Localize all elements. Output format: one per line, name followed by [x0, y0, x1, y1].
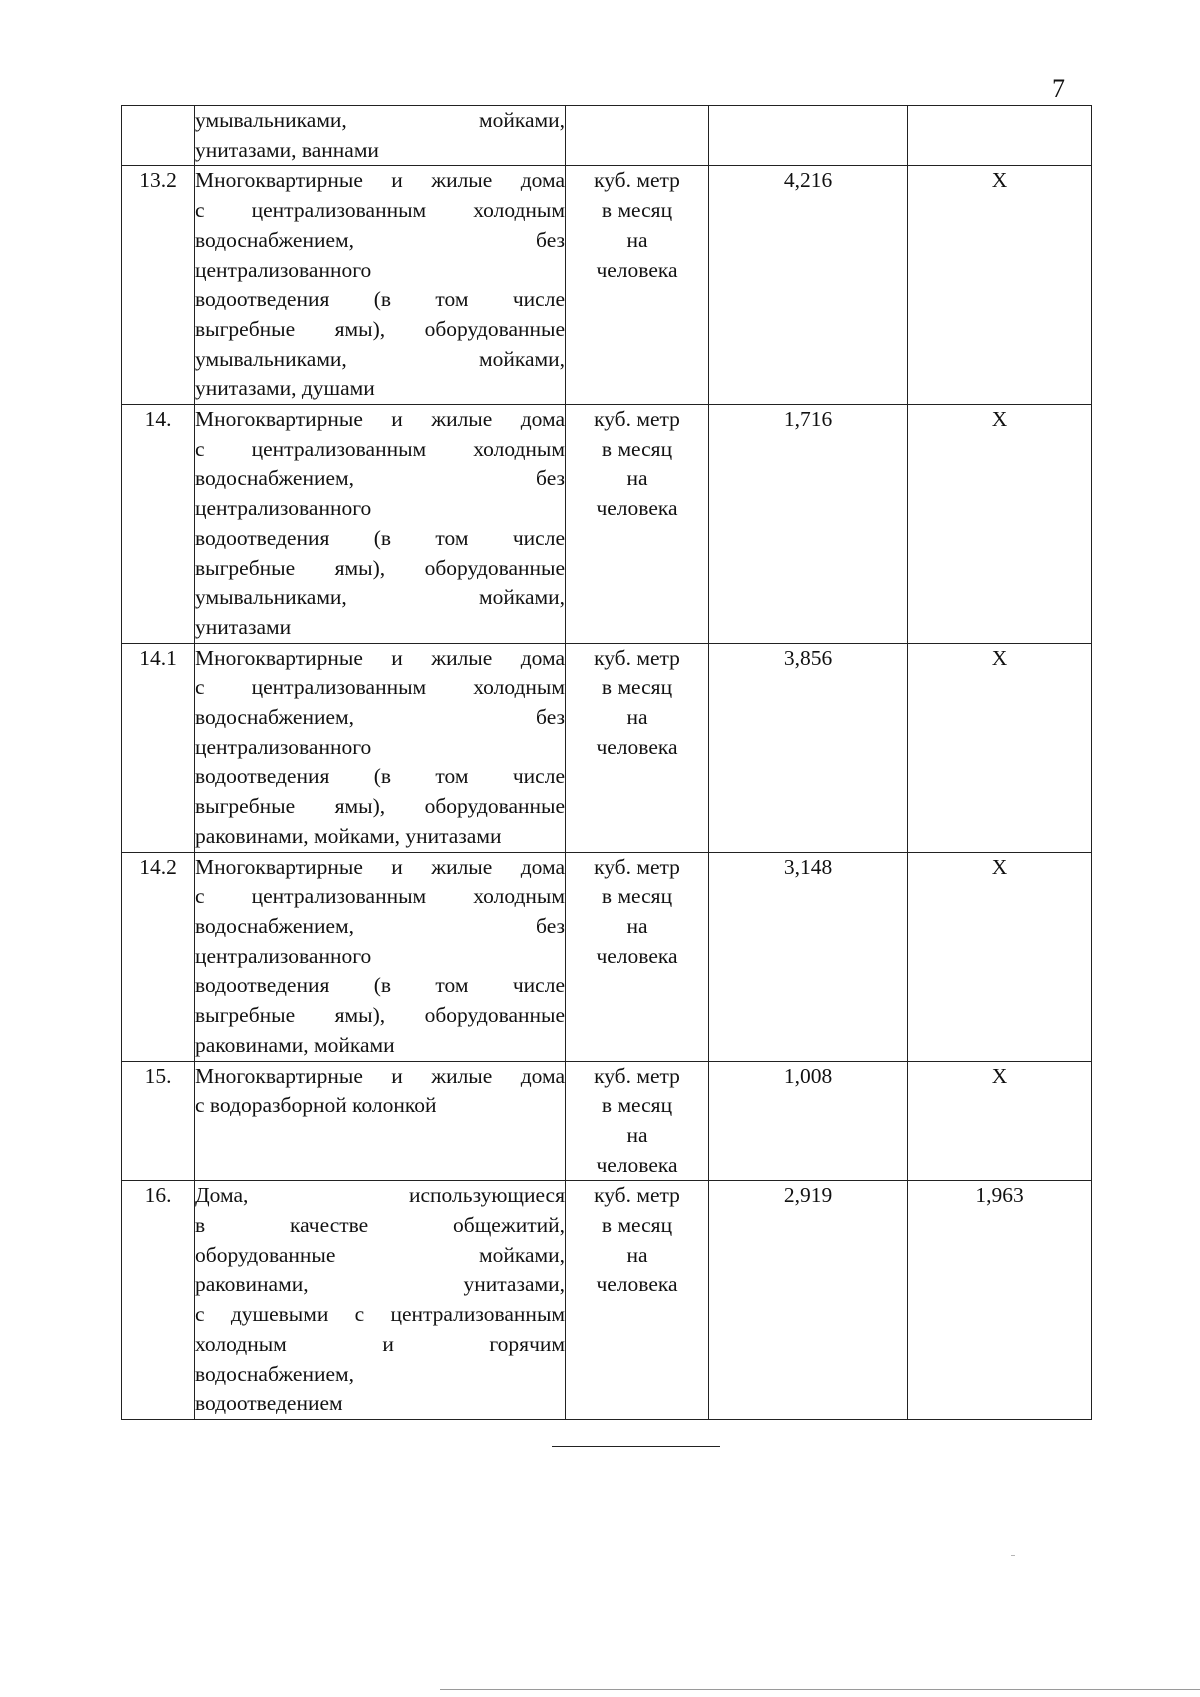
housing-description — [195, 1181, 566, 1420]
description-line: с душевыми с централизованным — [195, 1302, 565, 1327]
description-line: водоснабжением, без — [195, 466, 565, 491]
housing-description — [195, 405, 566, 644]
unit-line: куб. метр — [594, 1183, 680, 1208]
hot-water-norm-value: X — [908, 166, 1092, 405]
unit-line: куб. метр — [594, 854, 680, 879]
end-divider-line — [552, 1446, 720, 1447]
description-line: с централизованным холодным — [195, 436, 565, 461]
description-line: в качестве общежитий, — [195, 1213, 565, 1238]
scan-artifact-dot — [1011, 1555, 1015, 1556]
description-line: водоснабжением, без — [195, 227, 565, 252]
description-line: водоснабжением, — [195, 1361, 355, 1386]
unit-line: человека — [596, 734, 678, 759]
description-line: Дома, использующиеся — [195, 1183, 565, 1208]
unit-line: куб. метр — [594, 407, 680, 432]
description-line: с водоразборной колонкой — [195, 1093, 437, 1118]
unit-line: на — [626, 1122, 648, 1147]
row-number: 14.2 — [122, 852, 195, 1061]
table-row — [122, 852, 1092, 1061]
description-line: раковинами, мойками — [195, 1032, 395, 1057]
description-line: централизованного — [195, 943, 372, 968]
unit-of-measure — [566, 166, 709, 405]
description-line: выгребные ямы), оборудованные — [195, 1003, 565, 1028]
description-line: водоотведения (в том числе — [195, 973, 565, 998]
description-line: централизованного — [195, 496, 372, 521]
unit-line: человека — [596, 1272, 678, 1297]
description-line: централизованного — [195, 257, 372, 282]
unit-line: в месяц — [601, 1093, 673, 1118]
cold-water-norm-value: 4,216 — [709, 166, 908, 405]
hot-water-norm-value: X — [908, 852, 1092, 1061]
description-line: с централизованным холодным — [195, 198, 565, 223]
description-line: умывальниками, мойками, — [195, 346, 565, 371]
row-number: 16. — [122, 1181, 195, 1420]
description-line: с централизованным холодным — [195, 675, 565, 700]
unit-line: в месяц — [601, 884, 673, 909]
description-line: водоотведением — [195, 1391, 343, 1416]
hot-water-norm-value: X — [908, 1061, 1092, 1181]
cold-water-norm-value: 3,148 — [709, 852, 908, 1061]
hot-water-norm-value: X — [908, 643, 1092, 852]
unit-of-measure — [566, 643, 709, 852]
housing-description — [195, 852, 566, 1061]
housing-description — [195, 1061, 566, 1181]
cold-water-norm-value — [709, 106, 908, 166]
description-line: водоснабжением, без — [195, 913, 565, 938]
table-row — [122, 643, 1092, 852]
description-line: Многоквартирные и жилые дома — [195, 1063, 565, 1088]
unit-line: куб. метр — [594, 168, 680, 193]
description-line: водоснабжением, без — [195, 705, 565, 730]
table-row — [122, 166, 1092, 405]
table-body — [122, 106, 1092, 1420]
hot-water-norm-value — [908, 106, 1092, 166]
unit-line: человека — [596, 496, 678, 521]
description-line: Многоквартирные и жилые дома — [195, 407, 565, 432]
description-line: Многоквартирные и жилые дома — [195, 645, 565, 670]
unit-line: в месяц — [601, 436, 673, 461]
description-line: Многоквартирные и жилые дома — [195, 854, 565, 879]
cold-water-norm-value: 2,919 — [709, 1181, 908, 1420]
row-number — [122, 106, 195, 166]
row-number: 13.2 — [122, 166, 195, 405]
description-line: водоотведения (в том числе — [195, 287, 565, 312]
description-line: раковинами, унитазами, — [195, 1272, 565, 1297]
unit-line: на — [626, 1242, 648, 1267]
table-row — [122, 106, 1092, 166]
unit-line: человека — [596, 257, 678, 282]
hot-water-norm-value: X — [908, 405, 1092, 644]
unit-of-measure — [566, 106, 709, 166]
description-line: оборудованные мойками, — [195, 1242, 565, 1267]
unit-of-measure — [566, 852, 709, 1061]
housing-description — [195, 166, 566, 405]
unit-line: на — [626, 227, 648, 252]
cold-water-norm-value: 3,856 — [709, 643, 908, 852]
description-line: с централизованным холодным — [195, 884, 565, 909]
table-row — [122, 405, 1092, 644]
row-number: 14.1 — [122, 643, 195, 852]
description-line: умывальниками, мойками, — [195, 585, 565, 610]
hot-water-norm-value: 1,963 — [908, 1181, 1092, 1420]
description-line: раковинами, мойками, унитазами — [195, 823, 502, 848]
unit-line: в месяц — [601, 198, 673, 223]
consumption-norms-table — [121, 105, 1092, 1420]
row-number: 14. — [122, 405, 195, 644]
description-line: выгребные ямы), оборудованные — [195, 555, 565, 580]
unit-line: куб. метр — [594, 1063, 680, 1088]
unit-line: на — [626, 913, 648, 938]
description-line: холодным и горячим — [195, 1331, 565, 1356]
row-number: 15. — [122, 1061, 195, 1181]
scan-edge-line — [440, 1689, 1200, 1690]
description-line: унитазами — [195, 614, 292, 639]
description-line: выгребные ямы), оборудованные — [195, 794, 565, 819]
description-line: унитазами, душами — [195, 376, 375, 401]
unit-line: человека — [596, 943, 678, 968]
housing-description — [195, 106, 566, 166]
unit-of-measure — [566, 405, 709, 644]
page-number: 7 — [1052, 74, 1065, 103]
description-line: выгребные ямы), оборудованные — [195, 316, 565, 341]
unit-line: куб. метр — [594, 645, 680, 670]
cold-water-norm-value: 1,008 — [709, 1061, 908, 1181]
description-line: унитазами, ваннами — [195, 137, 379, 162]
unit-line: человека — [596, 1152, 678, 1177]
unit-of-measure — [566, 1181, 709, 1420]
description-line: Многоквартирные и жилые дома — [195, 168, 565, 193]
unit-of-measure — [566, 1061, 709, 1181]
unit-line: в месяц — [601, 1213, 673, 1238]
cold-water-norm-value: 1,716 — [709, 405, 908, 644]
table-row — [122, 1061, 1092, 1181]
table-row — [122, 1181, 1092, 1420]
unit-line: на — [626, 466, 648, 491]
description-line: водоотведения (в том числе — [195, 764, 565, 789]
unit-line: в месяц — [601, 675, 673, 700]
description-line: централизованного — [195, 734, 372, 759]
housing-description — [195, 643, 566, 852]
description-line: умывальниками, мойками, — [195, 108, 565, 132]
unit-line: на — [626, 705, 648, 730]
description-line: водоотведения (в том числе — [195, 525, 565, 550]
